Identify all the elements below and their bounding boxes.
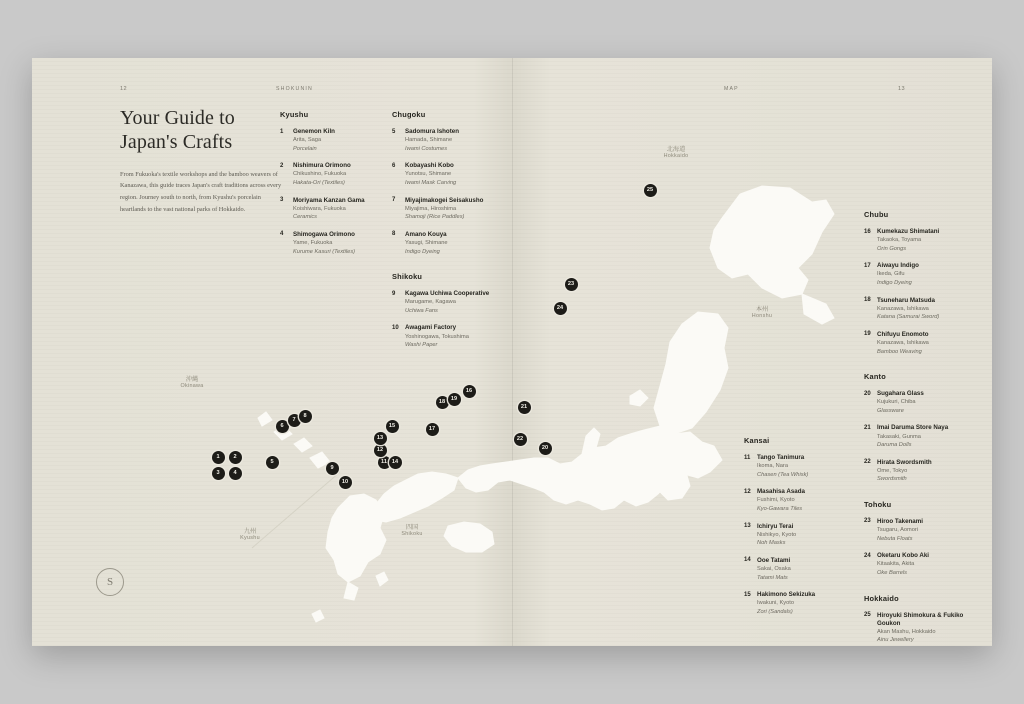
entry-craft: Indigo Dyeing <box>405 248 440 255</box>
entry-craft: Washi Paper <box>405 342 438 349</box>
entry-name: Tsuneharu Matsuda <box>877 296 935 304</box>
list-item[interactable] <box>744 557 848 582</box>
entry-place: Chikushino, Fukuoka <box>293 171 347 178</box>
map-pin-10[interactable]: 10 <box>339 476 352 489</box>
map-pin-24[interactable]: 24 <box>554 302 567 315</box>
list-item[interactable] <box>744 454 848 479</box>
entry-number: 21 <box>864 424 871 431</box>
list-item[interactable] <box>864 262 972 287</box>
entry-craft: Bamboo Weaving <box>877 348 922 355</box>
entry-craft: Ceramics <box>293 214 318 221</box>
entry-name: Nishimura Orimono <box>293 162 351 170</box>
intro-paragraph: From Fukuoka's textile workshops and the bamboo weavers of Kanazawa, this guide traces Japan's craft traditions across every region. Journey south to north, from Kyushu's porcelain heartlands to the vast national parks of Hokkaido. <box>120 170 282 213</box>
entry-number: 12 <box>744 488 751 495</box>
entry-name: Hakimono Sekizuka <box>757 591 816 599</box>
map-label-kyushu: 九州 Kyushu <box>240 528 260 542</box>
entry-craft: Swordsmith <box>877 476 907 483</box>
list-item[interactable] <box>280 231 380 256</box>
entry-number: 17 <box>864 262 871 269</box>
entry-craft: Iwami Costumes <box>405 145 448 152</box>
entry-craft: Indigo Dyeing <box>877 280 912 287</box>
entry-number: 9 <box>392 290 396 297</box>
map-pin-12[interactable]: 12 <box>374 444 387 457</box>
entry-number: 7 <box>392 197 396 204</box>
list-item[interactable] <box>280 162 380 187</box>
entry-name: Miyajimakogei Seisakusho <box>405 196 484 204</box>
list-item[interactable] <box>864 331 972 356</box>
magazine-spread <box>32 58 992 646</box>
entry-number: 14 <box>744 557 751 564</box>
entry-name: Ooe Tatami <box>757 556 791 564</box>
list-item[interactable] <box>864 459 972 484</box>
list-item[interactable] <box>392 290 504 315</box>
map-pin-22[interactable]: 22 <box>514 433 527 446</box>
section-heading-chubu: Chubu <box>864 210 889 219</box>
entry-number: 6 <box>392 162 396 169</box>
entry-place: Sakai, Osaka <box>757 566 791 573</box>
entry-place: Ome, Tokyo <box>877 467 908 474</box>
entry-name: Ichiryu Terai <box>757 522 794 530</box>
map-pin-11[interactable]: 11 <box>378 456 391 469</box>
map-pin-23[interactable]: 23 <box>565 278 578 291</box>
map-pin-13[interactable]: 13 <box>374 432 387 445</box>
section-heading-kansai: Kansai <box>744 436 770 445</box>
map-label-hokkaido: 北海道 Hokkaido <box>663 146 689 160</box>
entry-craft: Orin Gongs <box>877 245 907 252</box>
entry-place: Kanazawa, Ishikawa <box>877 340 929 347</box>
folio-left: 12 <box>120 86 128 92</box>
section-kyushu <box>280 110 380 265</box>
list-item[interactable] <box>392 231 504 256</box>
entry-number: 25 <box>864 612 871 619</box>
entry-name: Shimogawa Orimono <box>293 230 355 238</box>
entry-name: Kobayashi Kobo <box>405 162 454 170</box>
entry-number: 5 <box>392 128 396 135</box>
entry-craft: Ainu Jewellery <box>877 637 914 644</box>
list-item[interactable] <box>392 324 504 349</box>
entry-place: Iwakuni, Kyoto <box>757 600 794 607</box>
entry-name: Tango Tanimura <box>757 454 805 461</box>
entry-place: Yasugi, Shimane <box>405 240 448 247</box>
entry-place: Koishiwara, Fukuoka <box>293 205 346 212</box>
map-pin-14[interactable]: 14 <box>389 456 402 469</box>
entry-number: 4 <box>280 231 284 238</box>
map-pin-9[interactable]: 9 <box>326 462 339 475</box>
list-item[interactable] <box>864 612 972 645</box>
map-pin-25[interactable]: 25 <box>644 184 657 197</box>
entry-place: Takasaki, Gunma <box>877 433 921 440</box>
entry-name: Hirata Swordsmith <box>877 458 932 466</box>
map-pin-4[interactable]: 4 <box>229 467 242 480</box>
entry-place: Ikoma, Nara <box>757 463 788 470</box>
list-item[interactable] <box>864 390 972 415</box>
list-item[interactable] <box>864 518 972 543</box>
title-block <box>120 106 285 215</box>
list-item[interactable] <box>864 552 972 577</box>
entry-place: Yoshinogawa, Tokushima <box>405 333 469 340</box>
entry-number: 22 <box>864 459 871 466</box>
section-heading-kyushu: Kyushu <box>280 110 309 119</box>
page-title: Your Guide to Japan's Crafts <box>120 107 235 154</box>
entry-place: Akan Mashu, Hokkaido <box>877 628 936 635</box>
entry-place: Arita, Saga <box>293 137 322 144</box>
running-head-right: MAP <box>724 86 739 92</box>
section-heading-hokkaido: Hokkaido <box>864 593 899 603</box>
section-kansai <box>744 436 848 625</box>
entry-place: Kanazawa, Ishikawa <box>877 305 929 312</box>
map-pin-21[interactable]: 21 <box>518 401 531 414</box>
list-item[interactable] <box>864 228 972 253</box>
folio-right: 13 <box>898 86 906 92</box>
entry-place: Yame, Fukuoka <box>293 240 333 247</box>
map-pin-19[interactable]: 19 <box>448 393 461 406</box>
entry-place: Yunotsu, Shimane <box>405 171 452 178</box>
entry-craft: Noh Masks <box>757 540 786 547</box>
list-item[interactable] <box>864 424 972 449</box>
entry-name: Moriyama Kanzan Gama <box>293 196 365 204</box>
section-heading-chugoku: Chugoku <box>392 110 426 119</box>
map-pin-16[interactable]: 16 <box>463 385 476 398</box>
entry-craft: Oke Barrels <box>877 569 908 576</box>
entry-name: Sadomura Ishoten <box>405 128 459 135</box>
entry-place: Ikeda, Gifu <box>877 271 905 278</box>
entry-place: Tsugaru, Aomori <box>877 527 919 534</box>
entry-place: Kujukuri, Chiba <box>877 399 916 406</box>
entry-craft: Porcelain <box>293 145 317 152</box>
entry-number: 23 <box>864 518 871 525</box>
list-item[interactable] <box>744 488 848 513</box>
entry-craft: Nebuta Floats <box>877 535 913 542</box>
map-pin-18[interactable]: 18 <box>436 396 449 409</box>
entry-craft: Tatami Mats <box>757 574 788 581</box>
map-pin-6[interactable]: 6 <box>276 420 289 433</box>
entry-number: 24 <box>864 552 871 559</box>
entry-name: Hiroyuki Shimokura & Fukiko Goukon <box>877 611 964 627</box>
entry-craft: Daruma Dolls <box>877 442 912 449</box>
entry-craft: Glassware <box>877 407 904 414</box>
list-item[interactable] <box>392 197 504 222</box>
entry-name: Kagawa Uchiwa Cooperative <box>405 290 490 298</box>
entry-craft: Kurume Kasuri (Textiles) <box>293 248 356 255</box>
list-item[interactable] <box>744 591 848 616</box>
entry-name: Awagami Factory <box>405 324 457 332</box>
entry-name: Chifuyu Enomoto <box>877 330 929 338</box>
map-label-honshu: 本州 Honshu <box>751 306 773 320</box>
entry-craft: Zori (Sandals) <box>757 608 793 615</box>
entry-number: 20 <box>864 390 871 397</box>
section-heading-kanto: Kanto <box>864 372 886 382</box>
entry-number: 18 <box>864 297 871 304</box>
map-pin-7[interactable]: 7 <box>288 414 301 427</box>
entry-place: Takaoka, Toyama <box>877 237 922 244</box>
entry-name: Imai Daruma Store Naya <box>877 424 949 432</box>
entry-place: Hamada, Shimane <box>405 137 453 144</box>
entry-name: Masahisa Asada <box>757 488 805 496</box>
map-pin-20[interactable]: 20 <box>539 442 552 455</box>
entry-number: 11 <box>744 454 751 461</box>
entry-number: 13 <box>744 523 751 530</box>
entry-number: 19 <box>864 331 871 338</box>
list-item[interactable] <box>280 197 380 222</box>
entry-name: Kumekazu Shimatani <box>877 228 940 235</box>
entry-craft: Chasen (Tea Whisk) <box>757 471 809 478</box>
entry-number: 3 <box>280 197 284 204</box>
entry-number: 16 <box>864 228 871 235</box>
list-item[interactable] <box>280 128 380 153</box>
section-heading-tohoku: Tohoku <box>864 499 892 509</box>
list-item[interactable] <box>744 523 848 548</box>
section-heading-shikoku: Shikoku <box>392 272 423 282</box>
entry-number: 8 <box>392 231 396 238</box>
section-chugoku <box>392 110 504 359</box>
map-pin-2[interactable]: 2 <box>229 451 242 464</box>
map-pin-15[interactable]: 15 <box>386 420 399 433</box>
entry-place: Marugame, Kagawa <box>405 299 456 306</box>
entry-name: Sugahara Glass <box>877 390 924 398</box>
map-pin-1[interactable]: 1 <box>212 451 225 464</box>
entry-place: Fushimi, Kyoto <box>757 497 795 504</box>
entry-number: 1 <box>280 128 284 135</box>
list-item[interactable] <box>392 162 504 187</box>
entry-name: Aiwayu Indigo <box>877 262 919 270</box>
entry-place: Nishikyo, Kyoto <box>757 531 797 538</box>
running-head-left: SHOKUNIN <box>276 86 313 92</box>
entry-place: Miyajima, Hiroshima <box>405 205 457 212</box>
list-item[interactable] <box>864 297 972 322</box>
map-pin-3[interactable]: 3 <box>212 467 225 480</box>
entry-name: Genemon Kiln <box>293 128 335 135</box>
entry-name: Oketaru Kobo Aki <box>877 552 930 560</box>
publication-logo: S <box>96 568 124 596</box>
entry-name: Hiroo Takenami <box>877 517 923 525</box>
entry-number: 2 <box>280 162 284 169</box>
entry-craft: Uchiwa Fans <box>405 307 438 314</box>
entry-number: 10 <box>392 324 399 331</box>
section-right-column <box>864 210 972 654</box>
entry-number: 15 <box>744 591 751 598</box>
entry-craft: Shamoji (Rice Paddles) <box>405 214 465 221</box>
entry-craft: Kyo-Gawara Tiles <box>757 506 803 513</box>
entry-name: Amano Kouya <box>405 230 447 238</box>
entry-craft: Hakata-Ori (Textiles) <box>293 180 345 187</box>
map-pin-5[interactable]: 5 <box>266 456 279 469</box>
entry-place: Kitaakita, Akita <box>877 561 915 568</box>
map-pin-17[interactable]: 17 <box>426 423 439 436</box>
map-label-okinawa: 沖縄 Okinawa <box>180 376 204 390</box>
entry-craft: Katana (Samurai Sword) <box>877 314 940 321</box>
entry-craft: Iwami Mask Carving <box>405 180 457 187</box>
map-label-shikoku: 四国 Shikoku <box>401 524 423 538</box>
map-pin-8[interactable]: 8 <box>299 410 312 423</box>
list-item[interactable] <box>392 128 504 153</box>
